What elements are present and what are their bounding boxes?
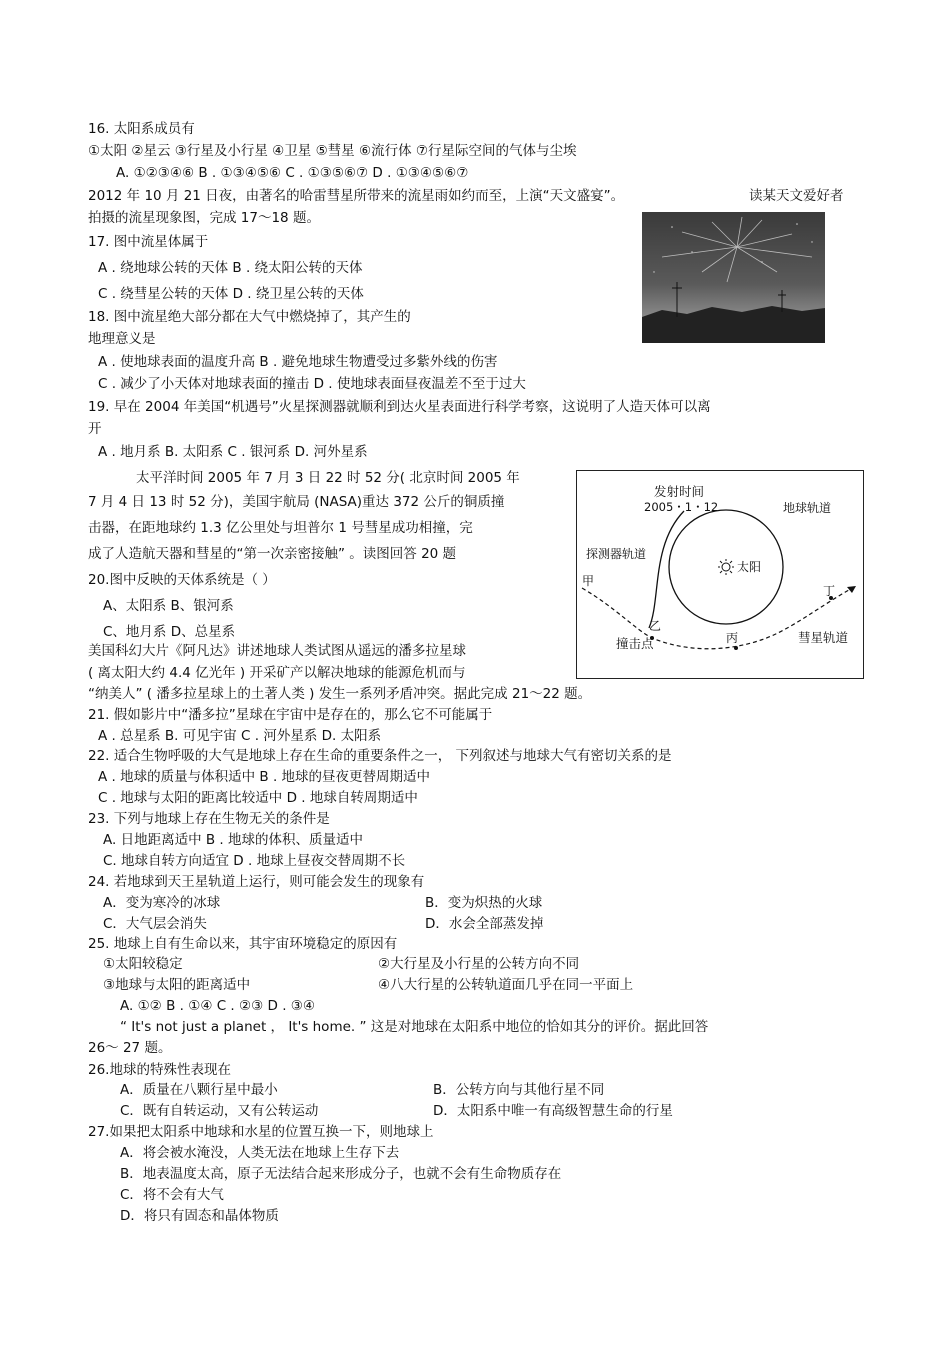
q25-item-3: ③地球与太阳的距离适中 bbox=[103, 977, 251, 993]
point-yi-label: 乙 bbox=[649, 619, 662, 633]
q16-stem: 16. 太阳系成员有 bbox=[88, 121, 195, 137]
q18-stem-line1: 18. 图中流星绝大部分都在大气中燃烧掉了，其产生的 bbox=[88, 309, 411, 325]
intro-21-22-line1: 美国科幻大片《阿凡达》讲述地球人类试图从遥远的潘多拉星球 bbox=[88, 643, 466, 659]
meteor-photo bbox=[642, 212, 825, 343]
point-ding-label: 丁 bbox=[823, 584, 836, 598]
q26-option-c: C．既有自转运动，又有公转运动 bbox=[120, 1103, 319, 1119]
intro-20-line3: 击器，在距地球约 1.3 亿公里处与坦普尔 1 号彗星成功相撞，完 bbox=[88, 520, 473, 536]
point-bing-dot bbox=[734, 646, 738, 650]
q18-options-ab: A . 使地球表面的温度升高 B . 避免地球生物遭受过多紫外线的伤害 bbox=[98, 354, 498, 370]
q26-option-b: B．公转方向与其他行星不同 bbox=[433, 1082, 605, 1098]
q26-option-a: A．质量在八颗行星中最小 bbox=[120, 1082, 278, 1098]
q17-options-cd: C . 绕彗星公转的天体 D . 绕卫星公转的天体 bbox=[98, 286, 364, 302]
q18-options-cd: C . 减少了小天体对地球表面的撞击 D . 使地球表面昼夜温差不至于过大 bbox=[98, 376, 526, 392]
q19-stem-line1: 19. 早在 2004 年美国“机遇号”火星探测器就顺利到达火星表面进行科学考察，这说明了人造天体可以离 bbox=[88, 399, 711, 415]
q26-option-d: D．太阳系中唯一有高级智慧生命的行星 bbox=[433, 1103, 673, 1119]
point-bing-label: 丙 bbox=[726, 631, 739, 645]
comet-impact-diagram bbox=[576, 470, 864, 679]
q24-option-b: B．变为炽热的火球 bbox=[425, 895, 543, 911]
q25-item-4: ④八大行星的公转轨道面几乎在同一平面上 bbox=[378, 977, 634, 993]
q27-option-b: B．地表温度太高，原子无法结合起来形成分子，也就不会有生命物质存在 bbox=[120, 1166, 562, 1182]
q18-stem-line2: 地理意义是 bbox=[88, 331, 156, 347]
q20-stem: 20.图中反映的天体系统是（ ） bbox=[88, 572, 276, 588]
q24-option-a: A．变为寒冷的冰球 bbox=[103, 895, 221, 911]
intro-20-line1: 太平洋时间 2005 年 7 月 3 日 22 时 52 分( 北京时间 2005 年 bbox=[136, 470, 520, 486]
intro-26-27-line1: “ It's not just a planet ， It's home. ” 这是对地球在太阳系中地位的恰如其分的评价。据此回答 bbox=[120, 1019, 709, 1035]
sun-label: 太阳 bbox=[737, 560, 762, 574]
q24-option-d: D．水会全部蒸发掉 bbox=[425, 916, 544, 932]
q27-option-c: C．将不会有大气 bbox=[120, 1187, 224, 1203]
intro-17-18-line1: 2012 年 10 月 21 日夜，由著名的哈雷彗星所带来的流星雨如约而至，上演“天文盛宴”。 bbox=[88, 188, 625, 204]
q21-stem: 21. 假如影片中“潘多拉”星球在宇宙中是存在的，那么它不可能属于 bbox=[88, 707, 493, 723]
q16-options: A. ①②③④⑥ B . ①③④⑤⑥ C . ①③⑤⑥⑦ D . ①③④⑤⑥⑦ bbox=[116, 165, 469, 181]
q22-options-ab: A . 地球的质量与体积适中 B . 地球的昼夜更替周期适中 bbox=[98, 769, 431, 785]
q20-options-ab: A、太阳系 B、银河系 bbox=[103, 598, 234, 614]
intro-20-line4: 成了人造航天器和彗星的“第一次亲密接触” 。读图回答 20 题 bbox=[88, 546, 457, 562]
launch-date-label: 2005・1・12 bbox=[644, 500, 719, 514]
q25-item-1: ①太阳较稳定 bbox=[103, 956, 183, 972]
q22-stem: 22. 适合生物呼吸的大气是地球上存在生命的重要条件之一， 下列叙述与地球大气有密切关系的是 bbox=[88, 748, 672, 764]
q19-options: A . 地月系 B. 太阳系 C . 银河系 D. 河外星系 bbox=[98, 444, 368, 460]
q23-options-ab: A. 日地距离适中 B . 地球的体积、质量适中 bbox=[103, 832, 364, 848]
q21-options: A . 总星系 B. 可见宇宙 C . 河外星系 D. 太阳系 bbox=[98, 728, 382, 744]
q16-items: ①太阳 ②星云 ③行星及小行星 ④卫星 ⑤彗星 ⑥流行体 ⑦行星际空间的气体与尘埃 bbox=[88, 143, 577, 159]
q25-item-2: ②大行星及小行星的公转方向不同 bbox=[378, 956, 580, 972]
intro-21-22-line3: “纳美人” ( 潘多拉星球上的土著人类 ) 发生一系列矛盾冲突。据此完成 21～22 题。 bbox=[88, 686, 592, 702]
q19-stem-line2: 开 bbox=[88, 421, 102, 437]
intro-20-line2: 7 月 4 日 13 时 52 分)，美国宇航局 (NASA)重达 372 公斤的铜质撞 bbox=[88, 494, 505, 510]
intro-17-18-line2: 拍摄的流星现象图，完成 17～18 题。 bbox=[88, 210, 320, 226]
launch-time-label: 发射时间 bbox=[654, 484, 705, 499]
intro-21-22-line2: ( 离太阳大约 4.4 亿光年 ) 开采矿产以解决地球的能源危机而与 bbox=[88, 665, 466, 681]
intro-17-18-line1-tail: 读某天文爱好者 bbox=[749, 188, 844, 204]
q23-options-cd: C. 地球自转方向适宜 D . 地球上昼夜交替周期不长 bbox=[103, 853, 406, 869]
q23-stem: 23. 下列与地球上存在生物无关的条件是 bbox=[88, 811, 330, 827]
comet-orbit-label: 彗星轨道 bbox=[798, 630, 849, 645]
q20-options-cd: C、地月系 D、总星系 bbox=[103, 624, 236, 640]
q25-stem: 25. 地球上自有生命以来，其宇宙环境稳定的原因有 bbox=[88, 936, 398, 952]
q22-options-cd: C . 地球与太阳的距离比较适中 D . 地球自转周期适中 bbox=[98, 790, 418, 806]
impact-point-label: 撞击点 bbox=[616, 636, 654, 651]
q17-stem: 17. 图中流星体属于 bbox=[88, 234, 209, 250]
q27-stem: 27.如果把太阳系中地球和水星的位置互换一下，则地球上 bbox=[88, 1124, 434, 1140]
q26-stem: 26.地球的特殊性表现在 bbox=[88, 1062, 231, 1078]
q27-option-a: A．将会被水淹没，人类无法在地球上生存下去 bbox=[120, 1145, 400, 1161]
q25-options: A. ①② B . ①④ C . ②③ D . ③④ bbox=[120, 998, 315, 1014]
q17-options-ab: A . 绕地球公转的天体 B . 绕太阳公转的天体 bbox=[98, 260, 363, 276]
earth-orbit-label: 地球轨道 bbox=[783, 501, 832, 515]
q24-option-c: C．大气层会消失 bbox=[103, 916, 207, 932]
intro-26-27-line2: 26～ 27 题。 bbox=[88, 1040, 172, 1056]
probe-orbit-label: 探测器轨道 bbox=[586, 547, 647, 561]
point-jia-label: 甲 bbox=[582, 574, 595, 588]
q27-option-d: D．将只有固态和晶体物质 bbox=[120, 1208, 279, 1224]
q24-stem: 24. 若地球到天王星轨道上运行，则可能会发生的现象有 bbox=[88, 874, 425, 890]
